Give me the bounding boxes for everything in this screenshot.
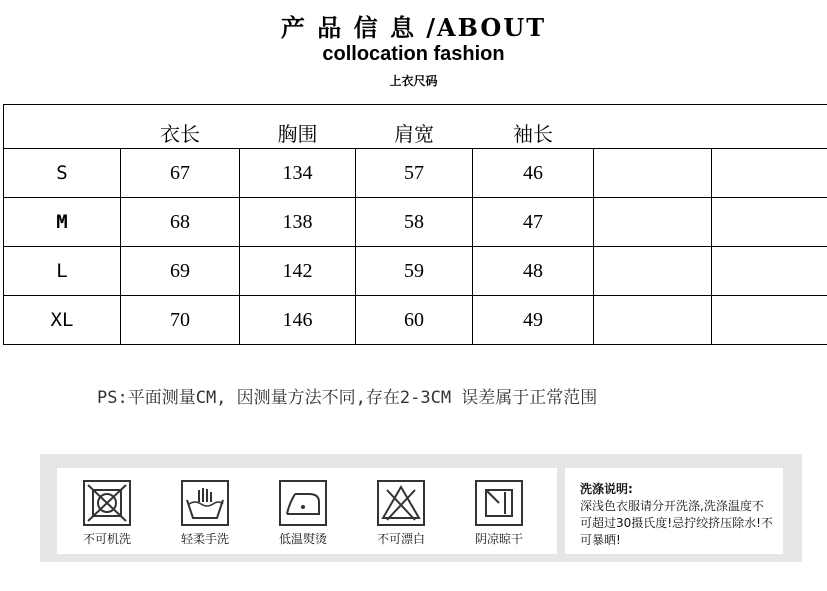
table-cell: 67 bbox=[121, 149, 240, 198]
table-cell: 46 bbox=[473, 149, 594, 198]
table-row bbox=[4, 247, 827, 296]
care-label: 低温熨烫 bbox=[278, 532, 327, 546]
table-row bbox=[4, 296, 827, 345]
table-cell: 57 bbox=[356, 149, 473, 198]
care-item-hand-wash bbox=[169, 480, 241, 547]
page-title: 产 品 信 息 /ABOUT bbox=[280, 13, 547, 42]
column-header-length: 衣长 bbox=[121, 105, 240, 149]
table-cell bbox=[594, 198, 712, 247]
table-cell: 58 bbox=[356, 198, 473, 247]
measurement-note: PS:平面测量CM, 因测量方法不同,存在2-3CM 误差属于正常范围 bbox=[97, 388, 598, 408]
table-cell: 48 bbox=[473, 247, 594, 296]
table-cell bbox=[712, 149, 827, 198]
size-label: L bbox=[4, 247, 121, 296]
column-header-chest: 胸围 bbox=[240, 105, 356, 149]
care-label: 轻柔手洗 bbox=[180, 532, 229, 546]
table-cell: 47 bbox=[473, 198, 594, 247]
table-row bbox=[4, 198, 827, 247]
table-cell: 68 bbox=[121, 198, 240, 247]
table-caption: 上衣尺码 bbox=[389, 74, 438, 88]
table-cell: 60 bbox=[356, 296, 473, 345]
column-header-sleeve: 袖长 bbox=[473, 105, 594, 149]
column-header-shoulder: 肩宽 bbox=[356, 105, 473, 149]
table-cell bbox=[594, 149, 712, 198]
column-header bbox=[4, 105, 121, 149]
care-label: 阴凉晾干 bbox=[474, 532, 523, 546]
table-cell bbox=[594, 247, 712, 296]
size-label: XL bbox=[4, 296, 121, 345]
table-cell: 49 bbox=[473, 296, 594, 345]
table-cell bbox=[712, 247, 827, 296]
care-item-shade-dry bbox=[463, 480, 535, 547]
table-cell: 142 bbox=[240, 247, 356, 296]
size-label: M bbox=[4, 198, 121, 247]
care-label: 不可漂白 bbox=[376, 532, 425, 546]
care-item-low-temp-iron bbox=[267, 480, 339, 547]
care-item-no-bleach bbox=[365, 480, 437, 547]
care-item-no-machine-wash bbox=[71, 480, 143, 547]
washing-instructions-box bbox=[565, 468, 783, 554]
low-temp-iron-icon bbox=[279, 480, 327, 526]
hand-wash-icon bbox=[181, 480, 229, 526]
table-cell: 146 bbox=[240, 296, 356, 345]
column-header bbox=[594, 105, 712, 149]
table-header-row bbox=[4, 105, 827, 149]
washing-instructions-title: 洗涤说明: bbox=[580, 482, 633, 496]
table-cell bbox=[712, 296, 827, 345]
washing-instructions-text: 深浅色衣服请分开洗涤,洗涤温度不可超过30摄氏度!忌拧绞挤压除水!不可暴晒! bbox=[580, 499, 773, 547]
page-subtitle: collocation fashion bbox=[322, 43, 505, 65]
table-cell: 138 bbox=[240, 198, 356, 247]
size-chart-table bbox=[3, 104, 827, 345]
table-cell: 69 bbox=[121, 247, 240, 296]
care-instructions-panel bbox=[40, 454, 802, 562]
no-machine-wash-icon bbox=[83, 480, 131, 526]
table-cell bbox=[594, 296, 712, 345]
care-label: 不可机洗 bbox=[82, 532, 131, 546]
care-icons-box bbox=[57, 468, 557, 554]
shade-dry-icon bbox=[475, 480, 523, 526]
no-bleach-icon bbox=[377, 480, 425, 526]
table-row bbox=[4, 149, 827, 198]
table-cell: 59 bbox=[356, 247, 473, 296]
table-cell: 134 bbox=[240, 149, 356, 198]
table-cell bbox=[712, 198, 827, 247]
table-cell: 70 bbox=[121, 296, 240, 345]
size-label: S bbox=[4, 149, 121, 198]
column-header bbox=[712, 105, 827, 149]
